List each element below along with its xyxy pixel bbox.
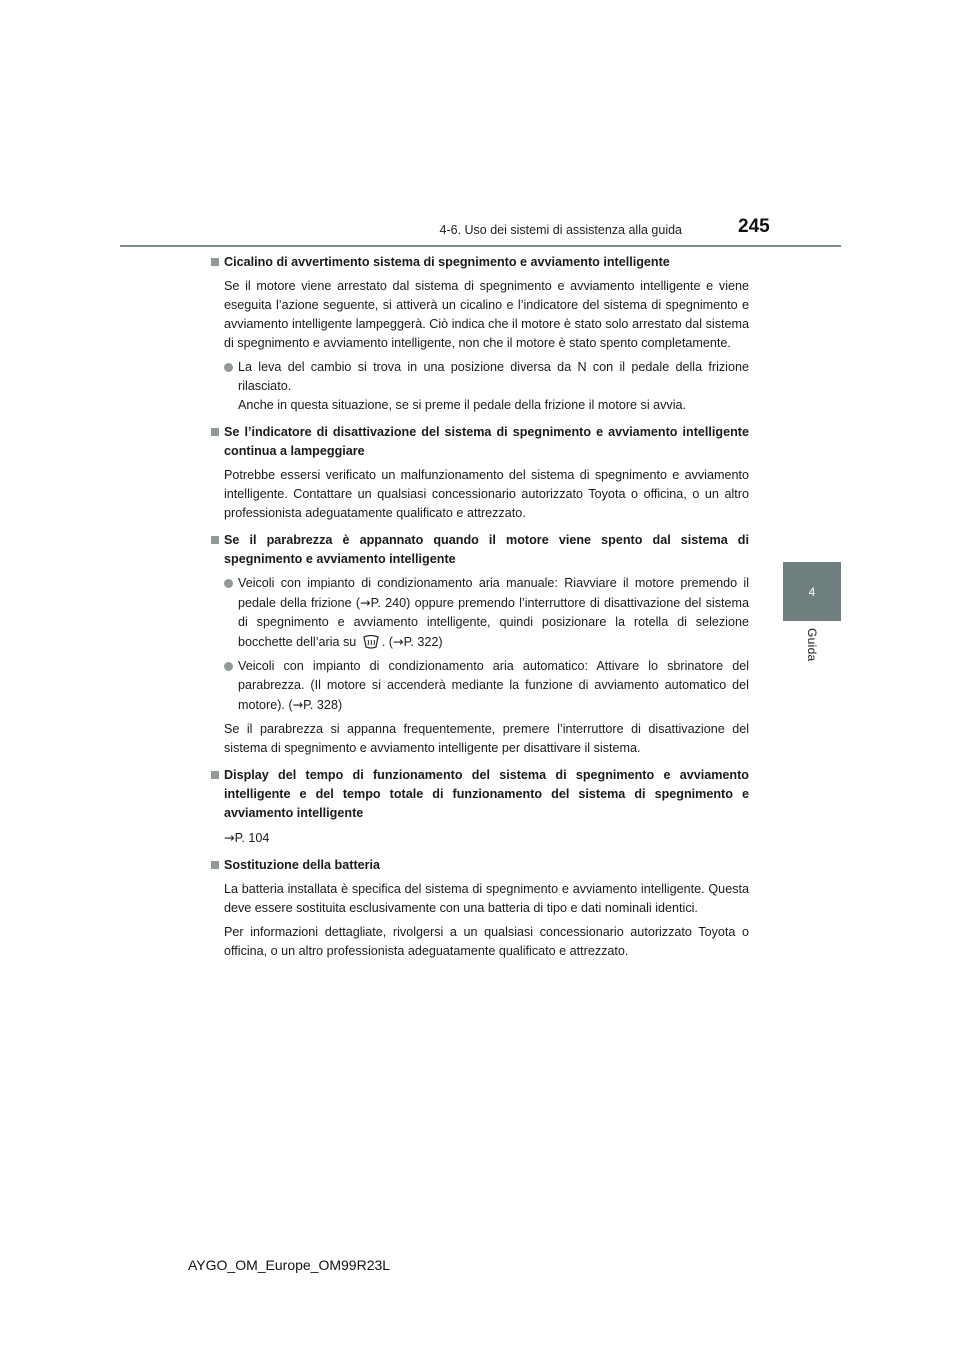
square-bullet-icon (211, 258, 219, 266)
section-heading (211, 253, 749, 272)
square-bullet-icon (211, 771, 219, 779)
paragraph: La batteria installata è specifica del sistema di spegnimento e avviamento intelligente. Questa deve essere sostituita esclusivamente con una batteria di tipo e dati nominali identici. (224, 882, 749, 915)
chapter-label-text: Guida (805, 628, 819, 662)
page-reference-link[interactable]: P. 240 (370, 596, 407, 610)
section-heading-text: Sostituzione della batteria (224, 858, 381, 872)
section-heading (211, 856, 749, 875)
header-divider (120, 245, 841, 247)
bullet-text-continued: Anche in questa situazione, se si preme il pedale della frizione il motore si avvia. (238, 398, 687, 412)
arrow-icon: → (360, 595, 371, 610)
section-heading-text: Se il parabrezza è appannato quando il motore viene spento dal sistema di spegnimento e avviamento intelligente (224, 533, 749, 566)
page-reference-link[interactable]: P. 328 (303, 698, 338, 712)
section-heading (211, 531, 749, 569)
circle-bullet-icon (224, 363, 233, 372)
section-warning-buzzer (211, 253, 749, 415)
bullet-item (211, 358, 749, 415)
arrow-icon: → (224, 830, 235, 845)
bullet-text: La leva del cambio si trova in una posizione diversa da N con il pedale della frizione rilasciato. (238, 360, 749, 393)
paragraph (211, 828, 749, 848)
square-bullet-icon (211, 536, 219, 544)
bullet-item: Veicoli con impianto di condizionamento aria manuale: Riavviare il motore premendo il pedale della frizione (→P. 240) oppure premendo l’interruttore di disattivazione del sistema di spegnimento e avviamento intelligente, quindi posizionare la rotella di selezione bocchette dell’aria su . (→P. 322) (211, 574, 749, 652)
square-bullet-icon (211, 861, 219, 869)
section-heading (211, 423, 749, 461)
bullet-text: Veicoli con impianto di condizionamento aria manuale: Riavviare il motore premendo il pedale della frizione ( (238, 576, 749, 610)
paragraph: Se il parabrezza si appanna frequentemente, premere l’interruttore di disattivazione del sistema di spegnimento e avviamento intelligente per disattivare il sistema. (224, 722, 749, 755)
page-content (211, 253, 749, 961)
section-heading-text: Display del tempo di funzionamento del sistema di spegnimento e avviamento intelligente e del tempo totale di funzionamento del sistema di spegnimento e avviamento intelligente (224, 768, 749, 820)
chapter-label (798, 628, 826, 708)
page-number: 245 (738, 216, 770, 237)
section-heading-text: Cicalino di avvertimento sistema di spegnimento e avviamento intelligente (224, 255, 670, 269)
arrow-icon: → (292, 697, 304, 712)
section-battery-replacement (211, 856, 749, 961)
paragraph: Per informazioni dettagliate, rivolgersi a un qualsiasi concessionario autorizzato Toyota o officina, o un altro professionista adeguatamente qualificato e attrezzato. (224, 925, 749, 958)
document-code: AYGO_OM_Europe_OM99R23L (188, 1257, 391, 1273)
section-indicator-blinking (211, 423, 749, 523)
section-fogged-windshield (211, 531, 749, 758)
circle-bullet-icon (224, 579, 233, 588)
page-reference-link[interactable]: P. 322 (403, 635, 439, 649)
square-bullet-icon (211, 428, 219, 436)
circle-bullet-icon (224, 662, 233, 671)
arrow-icon: → (393, 634, 404, 649)
running-header-section-title: 4-6. Uso dei sistemi di assistenza alla guida (439, 223, 682, 237)
section-heading (211, 766, 749, 823)
chapter-tab[interactable] (783, 562, 841, 621)
page-reference-link[interactable]: P. 104 (234, 831, 270, 845)
section-operating-time-display (211, 766, 749, 848)
bullet-item: Veicoli con impianto di condizionamento aria automatico: Attivare lo sbrinatore del parabrezza. (Il motore si accenderà mediante la funzione di avviamento automatico del motore). (→P. 328) (211, 657, 749, 715)
windshield-vent-icon (362, 634, 380, 650)
bullet-text: Veicoli con impianto di condizionamento aria automatico: Attivare lo sbrinatore del parabrezza. (Il motore si accenderà mediante la funzione di avviamento automatico del motore). ( (238, 659, 749, 712)
paragraph: Potrebbe essersi verificato un malfunzionamento del sistema di spegnimento e avviamento intelligente. Contattare un qualsiasi concessionario autorizzato Toyota o officina, o un altro professionista adeguatamente qualificato e attrezzato. (224, 468, 749, 520)
bullet-text-continued: ) oppure premendo l’interruttore di disattivazione del sistema di spegnimento e avviamento intelligente, quindi posizionare la rotella di selezione bocchette dell’aria su (238, 596, 749, 649)
paragraph: Se il motore viene arrestato dal sistema di spegnimento e avviamento intelligente e viene eseguita l’azione seguente, si attiverà un cicalino e l’indicatore del sistema di spegnimento e avviamento intelligente lampeggerà. Ciò indica che il motore è stato solo arrestato dal sistema di spegnimento e avviamento intelligente, non che il motore è stato spento completamente. (224, 279, 749, 350)
chapter-number: 4 (808, 584, 816, 599)
section-heading-text: Se l’indicatore di disattivazione del sistema di spegnimento e avviamento intelligente continua a lampeggiare (224, 425, 749, 458)
